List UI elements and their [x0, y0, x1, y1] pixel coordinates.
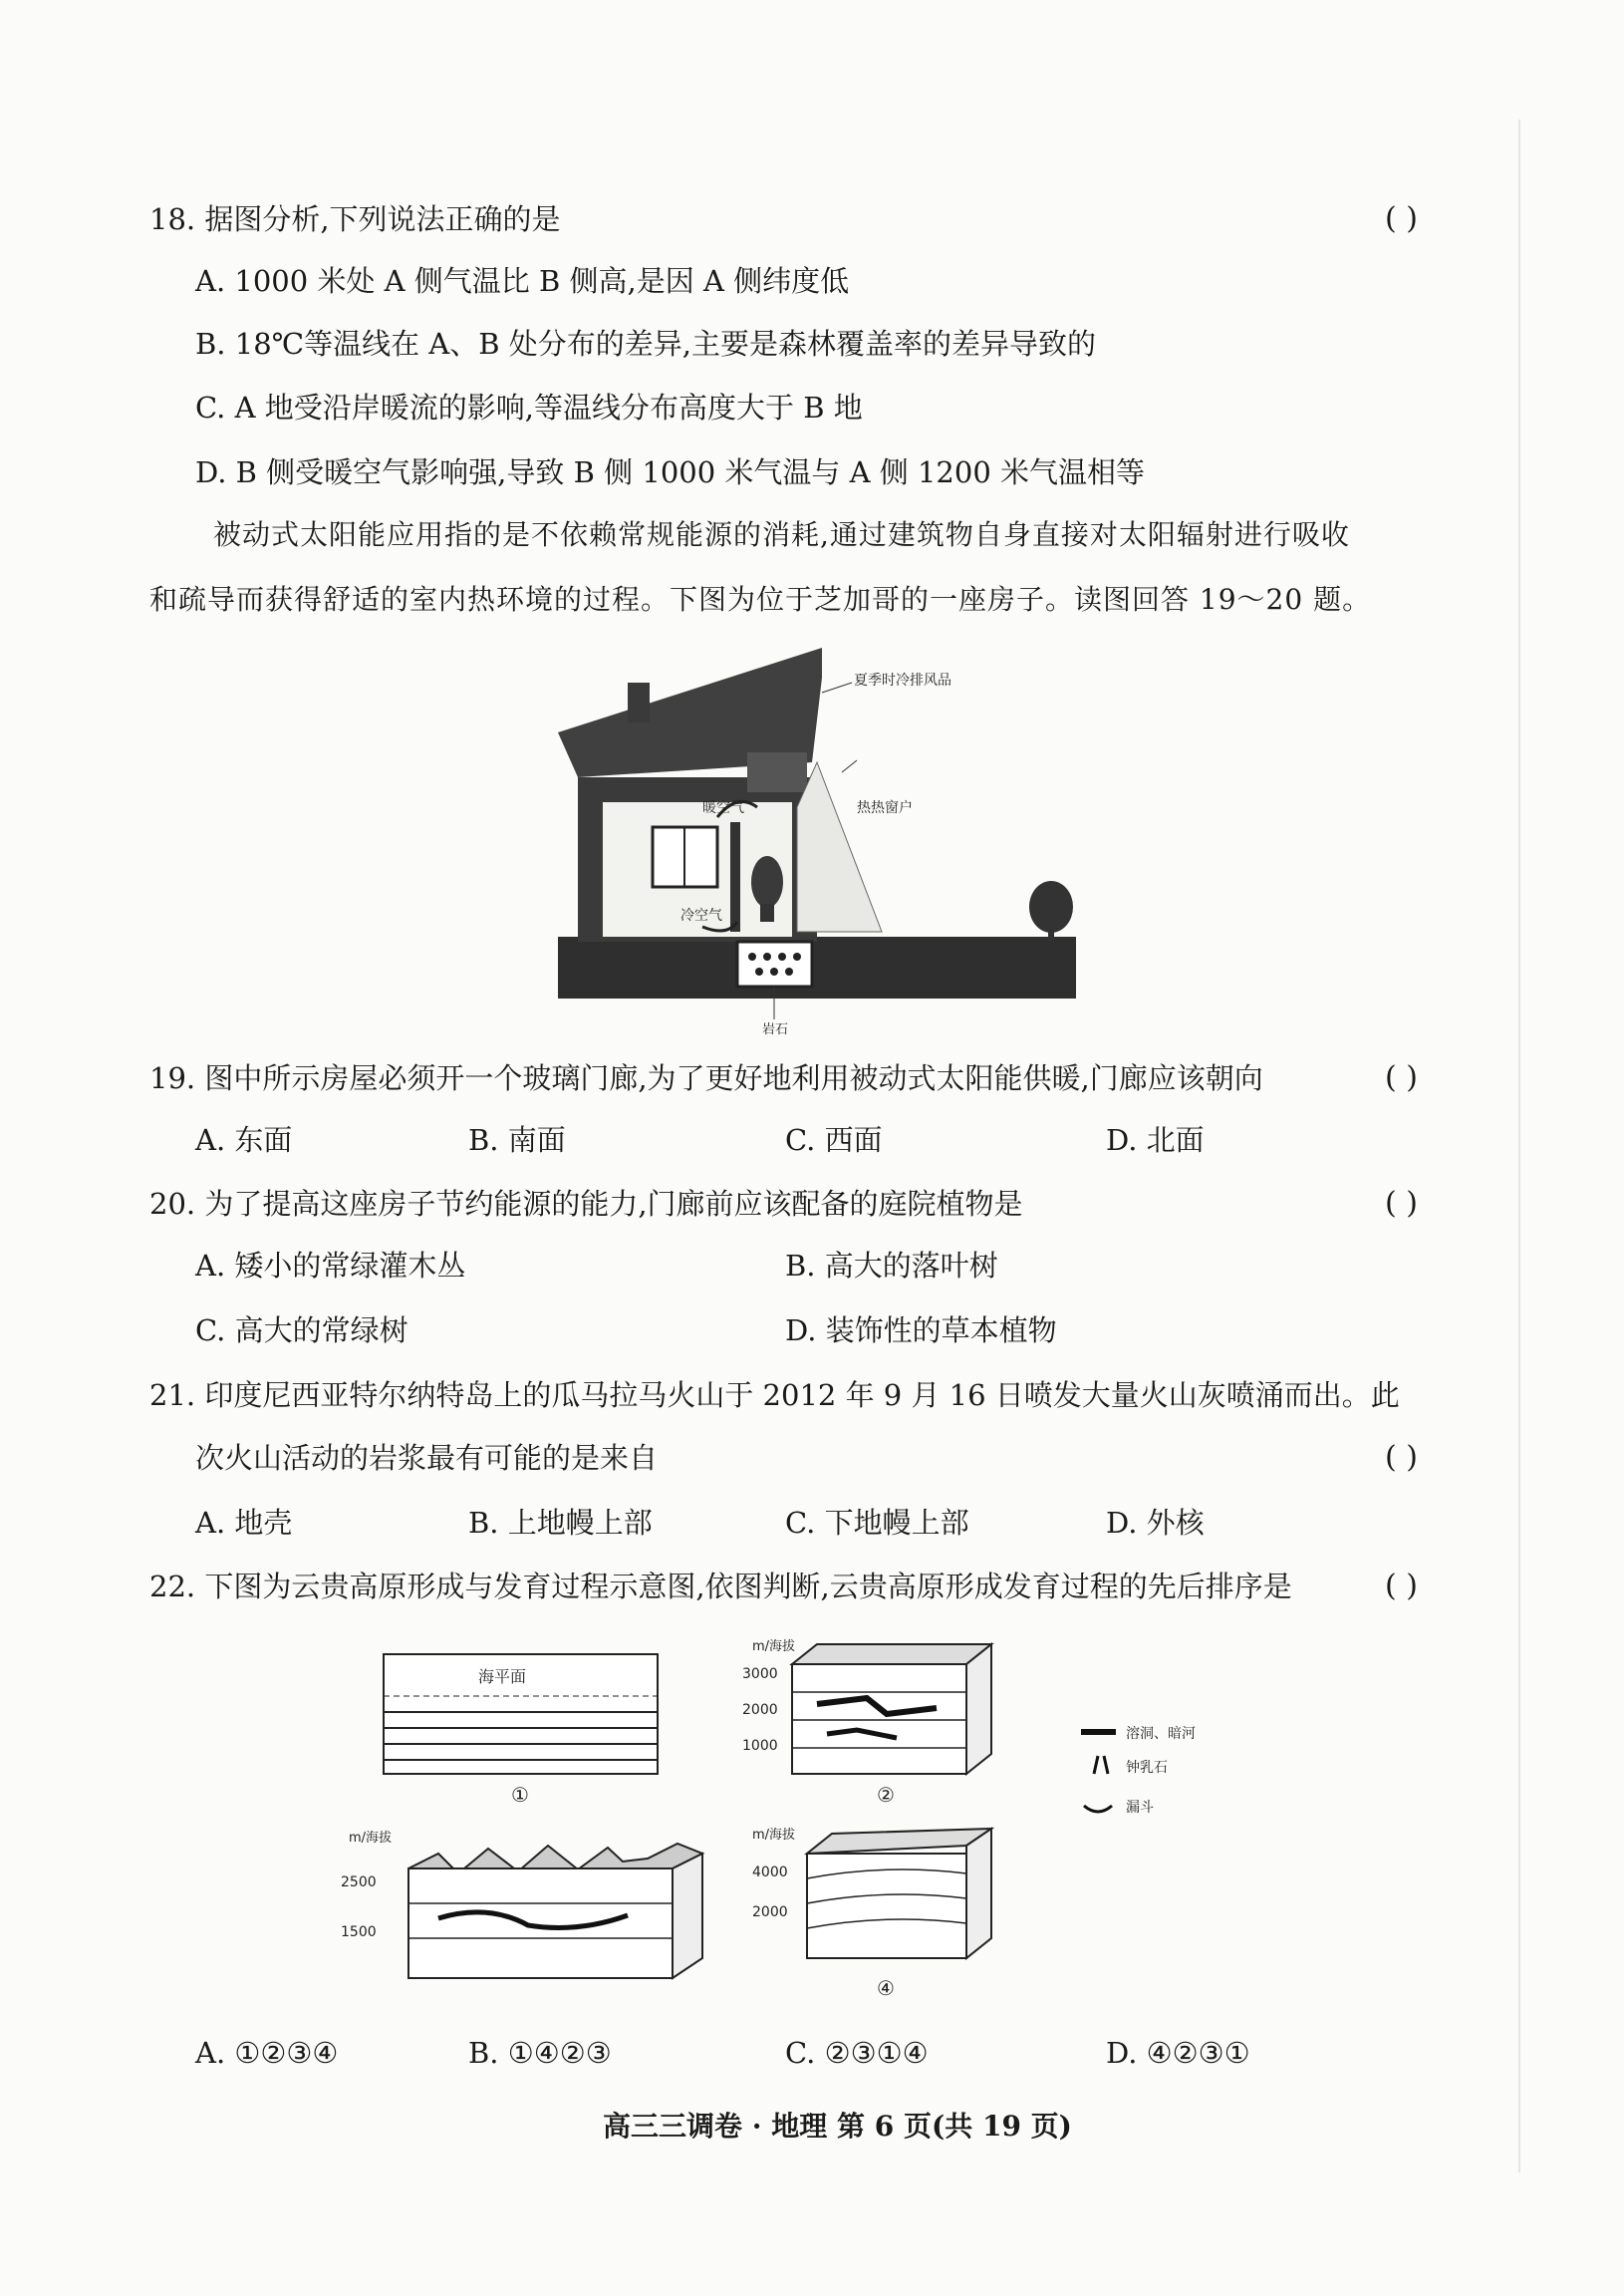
- rock: [763, 953, 771, 961]
- upper-vent: [747, 752, 807, 792]
- q22-answer-paren: ( ): [1385, 1569, 1418, 1603]
- panel-2-side: [966, 1644, 991, 1774]
- q21-option-c: C. 下地幔上部: [785, 1506, 969, 1540]
- panel-3-axis-label: m/海拔: [349, 1831, 393, 1846]
- q22-option-d: D. ④②③①: [1106, 2036, 1250, 2070]
- q18-option-c: C. A 地受沿岸暖流的影响,等温线分布高度大于 B 地: [195, 391, 863, 425]
- panel-2-tick: 2000: [742, 1702, 778, 1718]
- legend-sinkhole-label: 漏斗: [1126, 1800, 1154, 1816]
- panel-1-number: ①: [511, 1783, 529, 1807]
- panel-4-number: ④: [877, 1976, 895, 2000]
- rock: [793, 953, 801, 961]
- q18-option-b: B. 18℃等温线在 A、B 处分布的差异,主要是森林覆盖率的差异导致的: [195, 327, 1096, 361]
- q18-option-a: A. 1000 米处 A 侧气温比 B 侧高,是因 A 侧纬度低: [195, 264, 850, 298]
- q20-option-b: B. 高大的落叶树: [785, 1249, 998, 1283]
- label-cool-air: 冷空气: [680, 908, 722, 924]
- q18-stem: 18. 据图分析,下列说法正确的是: [149, 202, 561, 236]
- panel-2-number: ②: [877, 1783, 895, 1807]
- q19-option-c: C. 西面: [785, 1123, 883, 1157]
- rock: [755, 968, 763, 976]
- q20-option-d: D. 装饰性的草本植物: [785, 1313, 1057, 1347]
- q19-stem: 19. 图中所示房屋必须开一个玻璃门廊,为了更好地利用被动式太阳能供暖,门廊应该朝向: [149, 1061, 1263, 1095]
- rock-bed: [737, 942, 812, 987]
- label-summer-vent: 夏季时冷排风品: [854, 673, 951, 689]
- tree-trunk: [1048, 927, 1054, 941]
- panel-3-side: [673, 1854, 702, 1978]
- label-window: 热热窗户: [857, 800, 913, 816]
- leader-line: [842, 760, 857, 772]
- label-rock: 岩石: [762, 1022, 789, 1037]
- q21-stem-line-1: 21. 印度尼西亚特尔纳特岛上的瓜马拉马火山于 2012 年 9 月 16 日喷发大量火山灰喷涌而出。此: [149, 1378, 1400, 1412]
- q20-answer-paren: ( ): [1385, 1186, 1418, 1221]
- potted-plant: [751, 856, 783, 908]
- panel-2: [742, 1638, 991, 1807]
- panel-2-axis-label: m/海拔: [752, 1639, 796, 1654]
- passive-solar-house-figure: [553, 643, 1091, 1041]
- legend-stalactite-symbol: [1094, 1756, 1108, 1774]
- panel-4-tick: 2000: [752, 1904, 788, 1920]
- rock: [770, 968, 778, 976]
- interior-wall: [730, 822, 740, 932]
- q21-option-b: B. 上地幔上部: [468, 1506, 653, 1540]
- panel-4: [752, 1827, 991, 2000]
- passage-line-1: 被动式太阳能应用指的是不依赖常规能源的消耗,通过建筑物自身直接对太阳辐射进行吸收: [213, 518, 1350, 551]
- q22-stem: 22. 下图为云贵高原形成与发育过程示意图,依图判断,云贵高原形成发育过程的先后排序是: [149, 1570, 1292, 1603]
- q18-answer-paren: ( ): [1385, 201, 1418, 236]
- q21-option-a: A. 地壳: [195, 1506, 293, 1540]
- page-edge: [1518, 120, 1520, 2172]
- tree-crown: [1029, 881, 1073, 933]
- panel-1: [384, 1654, 658, 1807]
- panel-4-top: [807, 1829, 991, 1854]
- panel-2-front: [792, 1664, 966, 1774]
- q19-option-d: D. 北面: [1106, 1123, 1205, 1157]
- q21-stem-line-2: 次火山活动的岩浆最有可能的是来自: [195, 1441, 659, 1475]
- panel-2-tick: 1000: [742, 1738, 778, 1754]
- panel-2-top: [792, 1644, 991, 1664]
- rock: [785, 968, 793, 976]
- q19-option-a: A. 东面: [195, 1123, 293, 1157]
- panel-3-tick: 2500: [341, 1874, 377, 1890]
- q20-stem: 20. 为了提高这座房子节约能源的能力,门廊前应该配备的庭院植物是: [149, 1187, 1023, 1221]
- panel-4-side: [966, 1829, 991, 1958]
- panel-3-front: [408, 1868, 673, 1978]
- q22-option-b: B. ①④②③: [468, 2036, 612, 2070]
- legend-cave-label: 溶洞、暗河: [1126, 1726, 1196, 1742]
- q19-option-b: B. 南面: [468, 1123, 566, 1157]
- chimney: [628, 683, 650, 722]
- q21-answer-paren: ( ): [1385, 1440, 1418, 1475]
- q21-option-d: D. 外核: [1106, 1506, 1205, 1540]
- passage-line-2: 和疏导而获得舒适的室内热环境的过程。下图为位于芝加哥的一座房子。读图回答 19～20 题。: [149, 583, 1372, 616]
- page-footer: 高三三调卷 · 地理 第 6 页(共 19 页): [603, 2110, 1072, 2143]
- panel-3-tick: 1500: [341, 1924, 377, 1940]
- panel-3: [341, 1830, 702, 1978]
- sunspace-glazing: [797, 762, 882, 932]
- panel-1-sea-level-label: 海平面: [478, 1667, 527, 1686]
- leader-line: [822, 683, 852, 693]
- q20-option-a: A. 矮小的常绿灌木丛: [195, 1249, 466, 1283]
- ground: [558, 937, 1076, 999]
- legend-stalactite-label: 钟乳石: [1126, 1760, 1168, 1776]
- label-warm-air: 暖空气: [702, 800, 744, 816]
- rock: [748, 953, 756, 961]
- legend-sinkhole-symbol: [1084, 1806, 1112, 1812]
- q19-answer-paren: ( ): [1385, 1060, 1418, 1095]
- panel-4-axis-label: m/海拔: [752, 1828, 796, 1843]
- legend: [1081, 1725, 1196, 1816]
- q18-option-d: D. B 侧受暖空气影响强,导致 B 侧 1000 米气温与 A 侧 1200 米气温相等: [195, 455, 1146, 489]
- q20-option-c: C. 高大的常绿树: [195, 1313, 408, 1347]
- rock: [778, 953, 786, 961]
- q22-option-a: A. ①②③④: [195, 2036, 339, 2070]
- panel-4-tick: 4000: [752, 1865, 788, 1880]
- plateau-formation-figure: [329, 1634, 1325, 2013]
- q22-option-c: C. ②③①④: [785, 2036, 929, 2070]
- plant-pot: [760, 904, 774, 922]
- panel-2-tick: 3000: [742, 1666, 778, 1682]
